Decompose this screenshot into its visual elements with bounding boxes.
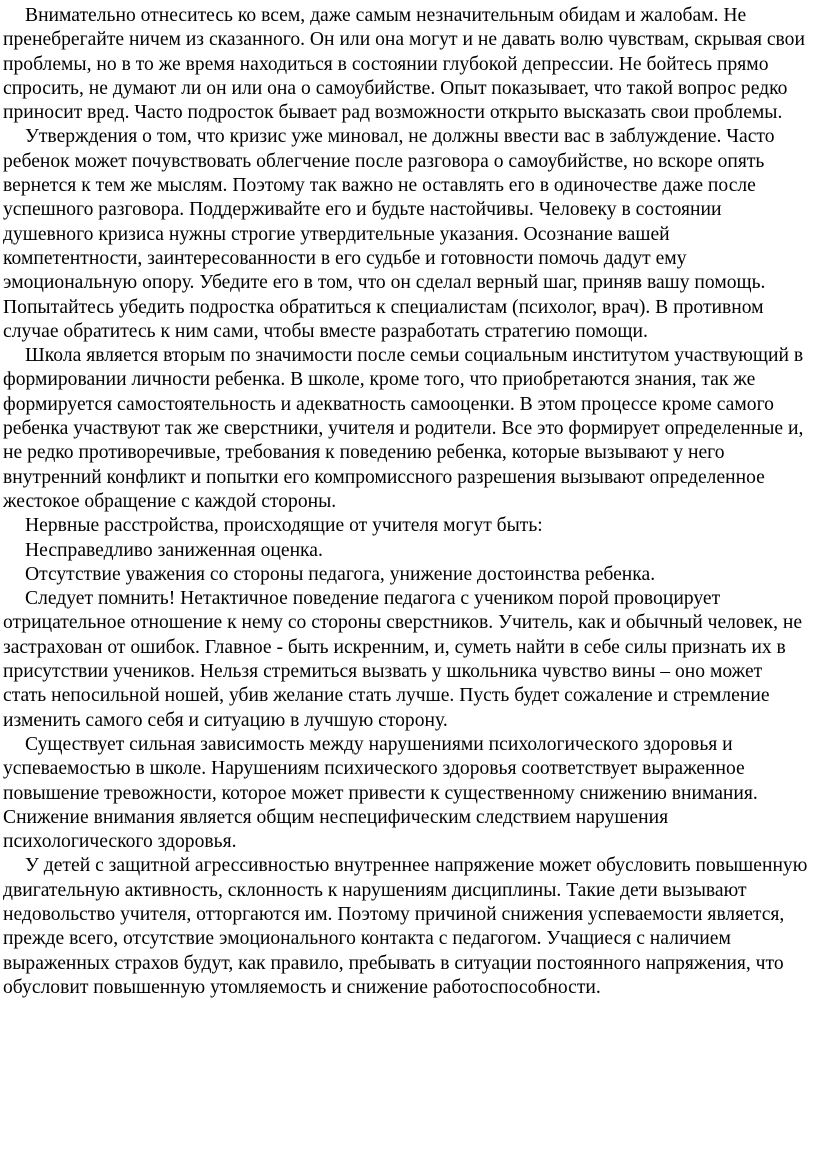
paragraph-lack-of-respect: Отсутствие уважения со стороны педагога, унижение достоинства ребенка.	[25, 563, 656, 585]
paragraph-health-performance: Существует сильная зависимость между нарушениями психологического здоровья и успеваемостью в школе. Нарушениям психического здоровья соответствует выраженное повышение тревожности, которое может привести к существенному снижению внимания. Снижение внимания является общим неспецифическим следствием нарушения психологического здоровья.	[3, 733, 758, 853]
paragraph-unfair-grade: Несправедливо заниженная оценка.	[25, 539, 323, 561]
paragraph-teacher-disorders-intro: Нервные расстройства, происходящие от учителя могут быть:	[25, 515, 543, 537]
paragraph-defensive-aggression: У детей с защитной агрессивностью внутреннее напряжение может обусловить повышенную двигательную активность, склонность к нарушениям дисциплины. Такие дети вызывают недовольство учителя, отторгаются им. Поэтому причиной снижения успеваемости является, прежде всего, отсутствие эмоционального контакта с педагогом. Учащиеся с наличием выраженных страхов будут, как правило, пребывать в ситуации постоянного напряжения, что обусловит повышенную утомляемость и снижение работоспособности.	[3, 855, 808, 998]
paragraph-school-institution: Школа является вторым по значимости после семьи социальным институтом участвующий в формировании личности ребенка. В школе, кроме того, что приобретаются знания, так же формируется самостоятельность и адекватность самооценки. В этом процессе кроме самого ребенка участвуют так же сверстники, учителя и родители. Все это формирует определенные и, не редко противоречивые, требования к поведению ребенка, которые вызывают у него внутренний конфликт и попытки его компромиссного разрешения вызывают определенное жестокое обращение с каждой стороны.	[3, 345, 804, 512]
paragraph-attention-to-complaints: Внимательно отнеситесь ко всем, даже самым незначительным обидам и жалобам. Не пренебрегайте ничем из сказанного. Он или она могут и не давать волю чувствам, скрывая свои проблемы, но в то же время находиться в состоянии глубокой депрессии. Не бойтесь прямо спросить, не думают ли он или она о самоубийстве. Опыт показывает, что такой вопрос редко приносит вред. Часто подросток бывает рад возможности открыто высказать свои проблемы.	[3, 5, 805, 124]
paragraph-remember-tactless: Следует помнить! Нетактичное поведение педагога с учеником порой провоцирует отрицательное отношение к нему со стороны сверстников. Учитель, как и обычный человек, не застрахован от ошибок. Главное - быть искренним, и, суметь найти в себе силы признать их в присутствии учеников. Нельзя стремиться вызвать у школьника чувство вины – оно может стать непосильной ношей, убив желание стать лучше. Пусть будет сожаление и стремление изменить самого себя и ситуацию в лучшую сторону.	[3, 588, 803, 731]
paragraph-crisis-not-over: Утверждения о том, что кризис уже миновал, не должны ввести вас в заблуждение. Часто ребенок может почувствовать облегчение после разговора о самоубийстве, но вскоре опять вернется к тем же мыслям. Поэтому так важно не оставлять его в одиночестве даже после успешного разговора. Поддерживайте его и будьте настойчивы. Человеку в состоянии душевного кризиса нужны строгие утвердительные указания. Осознание вашей компетентности, заинтересованности в его судьбе и готовности помочь дадут ему эмоциональную опору. Убедите его в том, что он сделал верный шаг, приняв вашу помощь. Попытайтесь убедить подростка обратиться к специалистам (психолог, врач). В противном случае обратитесь к ним сами, чтобы вместе разработать стратегию помощи.	[3, 126, 775, 342]
